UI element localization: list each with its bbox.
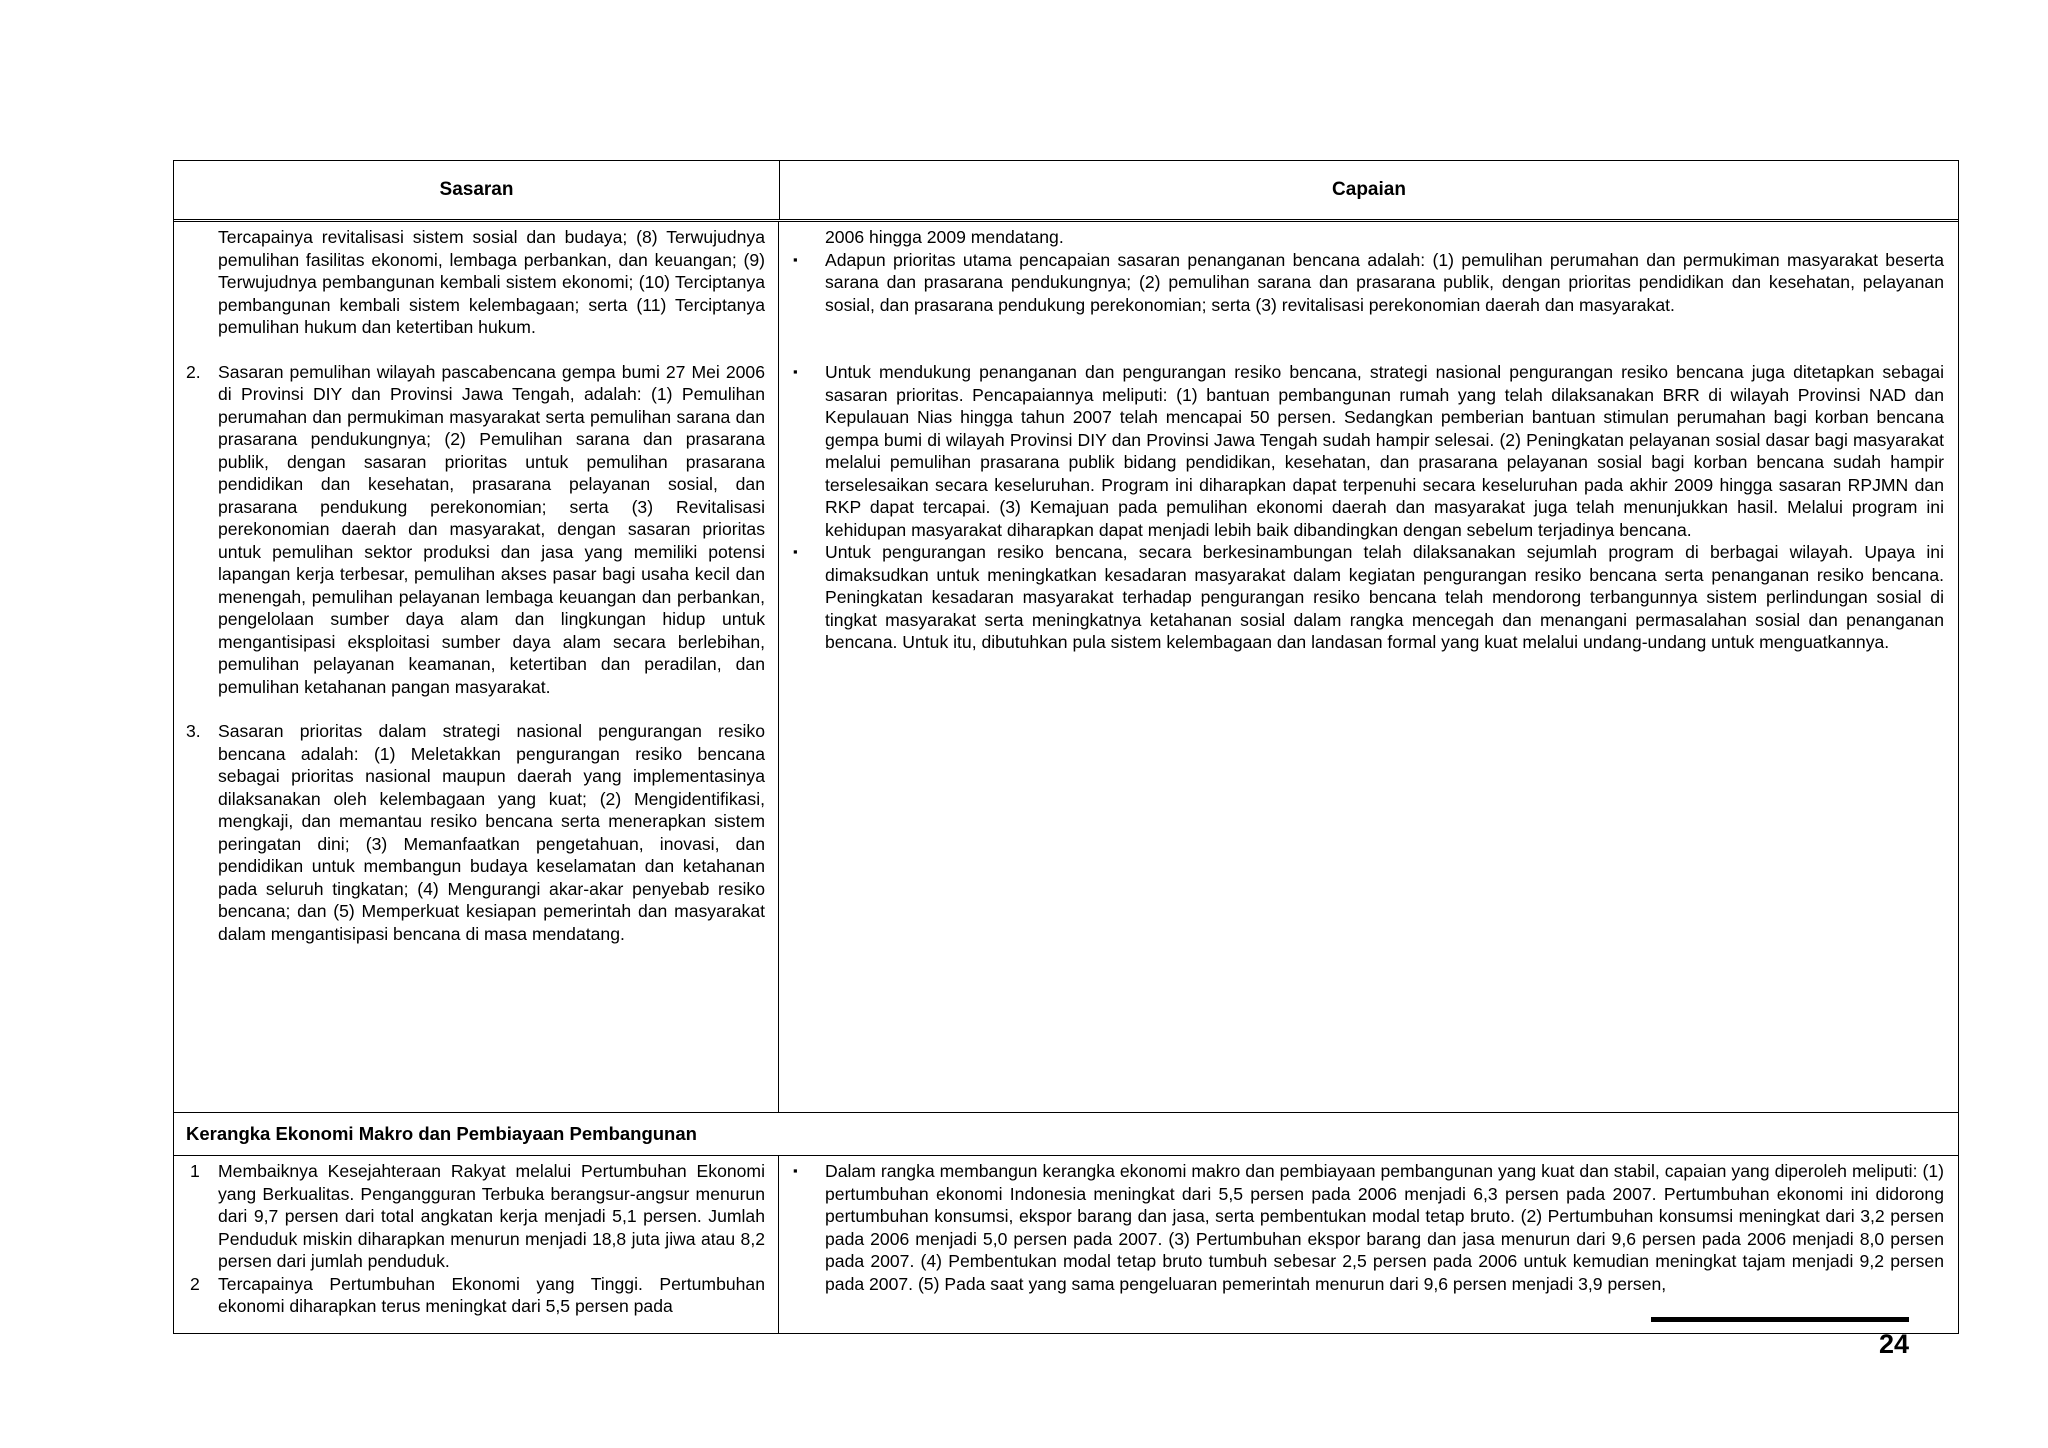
table-row <box>174 222 1958 1112</box>
page-number: 24 <box>1878 1329 1909 1359</box>
item-number: 2. <box>186 361 201 382</box>
capaian-bullet <box>793 1160 1944 1295</box>
bullet-icon: ▪ <box>793 251 798 267</box>
item-text: Sasaran pemulihan wilayah pascabencana gempa bumi 27 Mei 2006 di Provinsi DIY dan Provinsi Jawa Tengah, adalah: (1) Pemulihan perumahan dan permukiman masyarakat serta pemulihan sarana dan prasarana pendukungnya; (2) Pemulihan sarana dan prasarana publik, dengan sasaran prioritas untuk pemulihan prasarana pendidikan dan kesehatan, prasarana pelayanan sosial, dan prasarana pendukung perekonomian; serta (3) Revitalisasi perekonomian daerah dan masyarakat, dengan sasaran prioritas untuk pemulihan sektor produksi dan jasa yang memiliki potensi lapangan kerja terbesar, pemulihan akses pasar bagi usaha kecil dan menengah, pemulihan pelayanan lembaga keuangan dan perbankan, pengelolaan sumber daya alam dan lingkungan hidup untuk mengantisipasi eksploitasi sumber daya alam secara berlebihan, pemulihan pelayanan keamanan, ketertiban dan peradilan, dan pemulihan ketahanan pangan masyarakat. <box>218 361 765 697</box>
bullet-icon: ▪ <box>793 364 798 379</box>
capaian-cell <box>779 1156 1958 1333</box>
capaian-continuation: 2006 hingga 2009 mendatang. <box>825 227 1064 247</box>
sasaran-item <box>186 1160 765 1273</box>
sasaran-item <box>186 361 765 699</box>
item-text: Sasaran prioritas dalam strategi nasional pengurangan resiko bencana adalah: (1) Meletakkan pengurangan resiko bencana sebagai prioritas nasional maupun daerah yang implementasinya dilaksanakan oleh kelembagaan yang kuat; (2) Mengidentifikasi, mengkaji, dan memantau resiko bencana serta menerapkan sistem peringatan dini; (3) Memanfaatkan pengetahuan, inovasi, dan pendidikan untuk membangun budaya keselamatan dan ketahanan pada seluruh tingkatan; (4) Mengurangi akar-akar penyebab resiko bencana; dan (5) Memperkuat kesiapan pemerintah dan masyarakat dalam mengantisipasi bencana di masa mendatang. <box>218 721 765 944</box>
header-capaian: Capaian <box>1332 179 1406 200</box>
capaian-bullet <box>793 249 1944 317</box>
item-number: 2 <box>190 1273 200 1294</box>
section-title: Kerangka Ekonomi Makro dan Pembiayaan Pembangunan <box>174 1112 1958 1156</box>
sasaran-continuation: Tercapainya revitalisasi sistem sosial dan budaya; (8) Terwujudnya pemulihan fasilitas ekonomi, lembaga perbankan, dan keuangan; (9) Terwujudnya pembangunan kembali sistem ekonomi; (10) Terciptanya pembangunan kembali sistem kelembagaan; serta (11) Terciptanya pemulihan hukum dan ketertiban hukum. <box>218 227 765 337</box>
table-row <box>174 1156 1958 1333</box>
bullet-text: Dalam rangka membangun kerangka ekonomi makro dan pembiayaan pembangunan yang kuat dan stabil, capaian yang diperoleh meliputi: (1) pertumbuhan ekonomi Indonesia meningkat dari 5,5 persen pada 2006 menjadi 6,3 persen pada 2007. Pertumbuhan ekonomi ini didorong pertumbuhan konsumsi, ekspor barang dan jasa, serta pembentukan modal tetap bruto. (2) Pertumbuhan konsumsi meningkat dari 3,2 persen pada 2006 menjadi 5,0 persen pada 2007. (3) Pertumbuhan ekspor barang dan jasa menurun dari 9,6 persen pada 2006 menjadi 8,0 persen pada 2007. (4) Pembentukan modal tetap bruto tumbuh sebesar 2,5 persen pada 2006 untuk kemudian meningkat tajam menjadi 9,2 persen pada 2007. (5) Pada saat yang sama pengeluaran pemerintah menurun dari 9,6 persen menjadi 3,9 persen, <box>825 1161 1944 1294</box>
capaian-bullet <box>793 541 1944 654</box>
bullet-icon: ▪ <box>793 1163 798 1178</box>
item-number: 1 <box>190 1161 200 1181</box>
main-table <box>173 160 1959 1334</box>
footer-rule <box>1651 1317 1909 1322</box>
capaian-bullet <box>793 361 1944 541</box>
sasaran-cell <box>174 222 779 1112</box>
table-header <box>174 161 1958 222</box>
bullet-text: Adapun prioritas utama pencapaian sasaran penanganan bencana adalah: (1) pemulihan perumahan dan permukiman masyarakat beserta sarana dan prasarana pendukungnya; (2) pemulihan sarana dan prasarana publik, dengan prioritas pendidikan dan kesehatan, pelayanan sosial, dan prasarana pendukung perekonomian; serta (3) revitalisasi perekonomian daerah dan masyarakat. <box>825 249 1944 315</box>
item-number: 3. <box>186 721 201 741</box>
item-text: Tercapainya Pertumbuhan Ekonomi yang Tinggi. Pertumbuhan ekonomi diharapkan terus meningkat dari 5,5 persen pada <box>218 1273 765 1316</box>
capaian-cell <box>779 222 1958 1112</box>
sasaran-item <box>186 1273 765 1318</box>
sasaran-item <box>186 720 765 945</box>
sasaran-cell <box>174 1156 779 1333</box>
bullet-text: Untuk pengurangan resiko bencana, secara berkesinambungan telah dilaksanakan sejumlah program di berbagai wilayah. Upaya ini dimaksudkan untuk meningkatkan kesadaran masyarakat dalam kegiatan pengurangan resiko bencana serta penanganan resiko bencana. Peningkatan kesadaran masyarakat terhadap pengurangan resiko bencana telah mendorong terbangunnya sistem perlindungan sosial di tingkat masyarakat serta meningkatnya ketahanan sosial dalam rangka mencegah dan menangani permasalahan sosial dan penanganan bencana. Untuk itu, dibutuhkan pula sistem kelembagaan dan landasan formal yang kuat melalui undang-undang untuk menguatkannya. <box>825 542 1944 652</box>
header-sasaran: Sasaran <box>174 161 780 219</box>
bullet-icon: ▪ <box>793 544 798 559</box>
item-text: Membaiknya Kesejahteraan Rakyat melalui Pertumbuhan Ekonomi yang Berkualitas. Pengangguran Terbuka berangsur-angsur menurun dari 9,7 persen dari total angkatan kerja menjadi 5,1 persen. Jumlah Penduduk miskin diharapkan menurun menjadi 18,8 juta jiwa atau 8,2 persen dari jumlah penduduk. <box>218 1161 765 1271</box>
bullet-text: Untuk mendukung penanganan dan pengurangan resiko bencana, strategi nasional pengurangan resiko bencana juga ditetapkan sebagai sasaran prioritas. Pencapaiannya meliputi: (1) bantuan pembangunan rumah yang telah dilaksanakan BRR di wilayah Provinsi NAD dan Kepulauan Nias hingga tahun 2007 telah mencapai 50 persen. Sedangkan pemberian bantuan stimulan perumahan bagi korban bencana gempa bumi di wilayah Provinsi DIY dan Provinsi Jawa Tengah sudah hampir selesai. (2) Peningkatan pelayanan sosial dasar bagi masyarakat melalui pemulihan prasarana publik bidang pendidikan, kesehatan, dan prasarana pelayanan sosial bagi korban bencana sudah hampir terselesaikan secara keseluruhan. Program ini diharapkan dapat terpenuhi secara keseluruhan pada akhir 2009 hingga sasaran RPJMN dan RKP dapat tercapai. (3) Kemajuan pada pemulihan ekonomi daerah dan masyarakat juga telah menunjukkan hasil. Melalui program ini kehidupan masyarakat diharapkan dapat menjadi lebih baik dibandingkan dengan sebelum terjadinya bencana. <box>825 362 1944 540</box>
